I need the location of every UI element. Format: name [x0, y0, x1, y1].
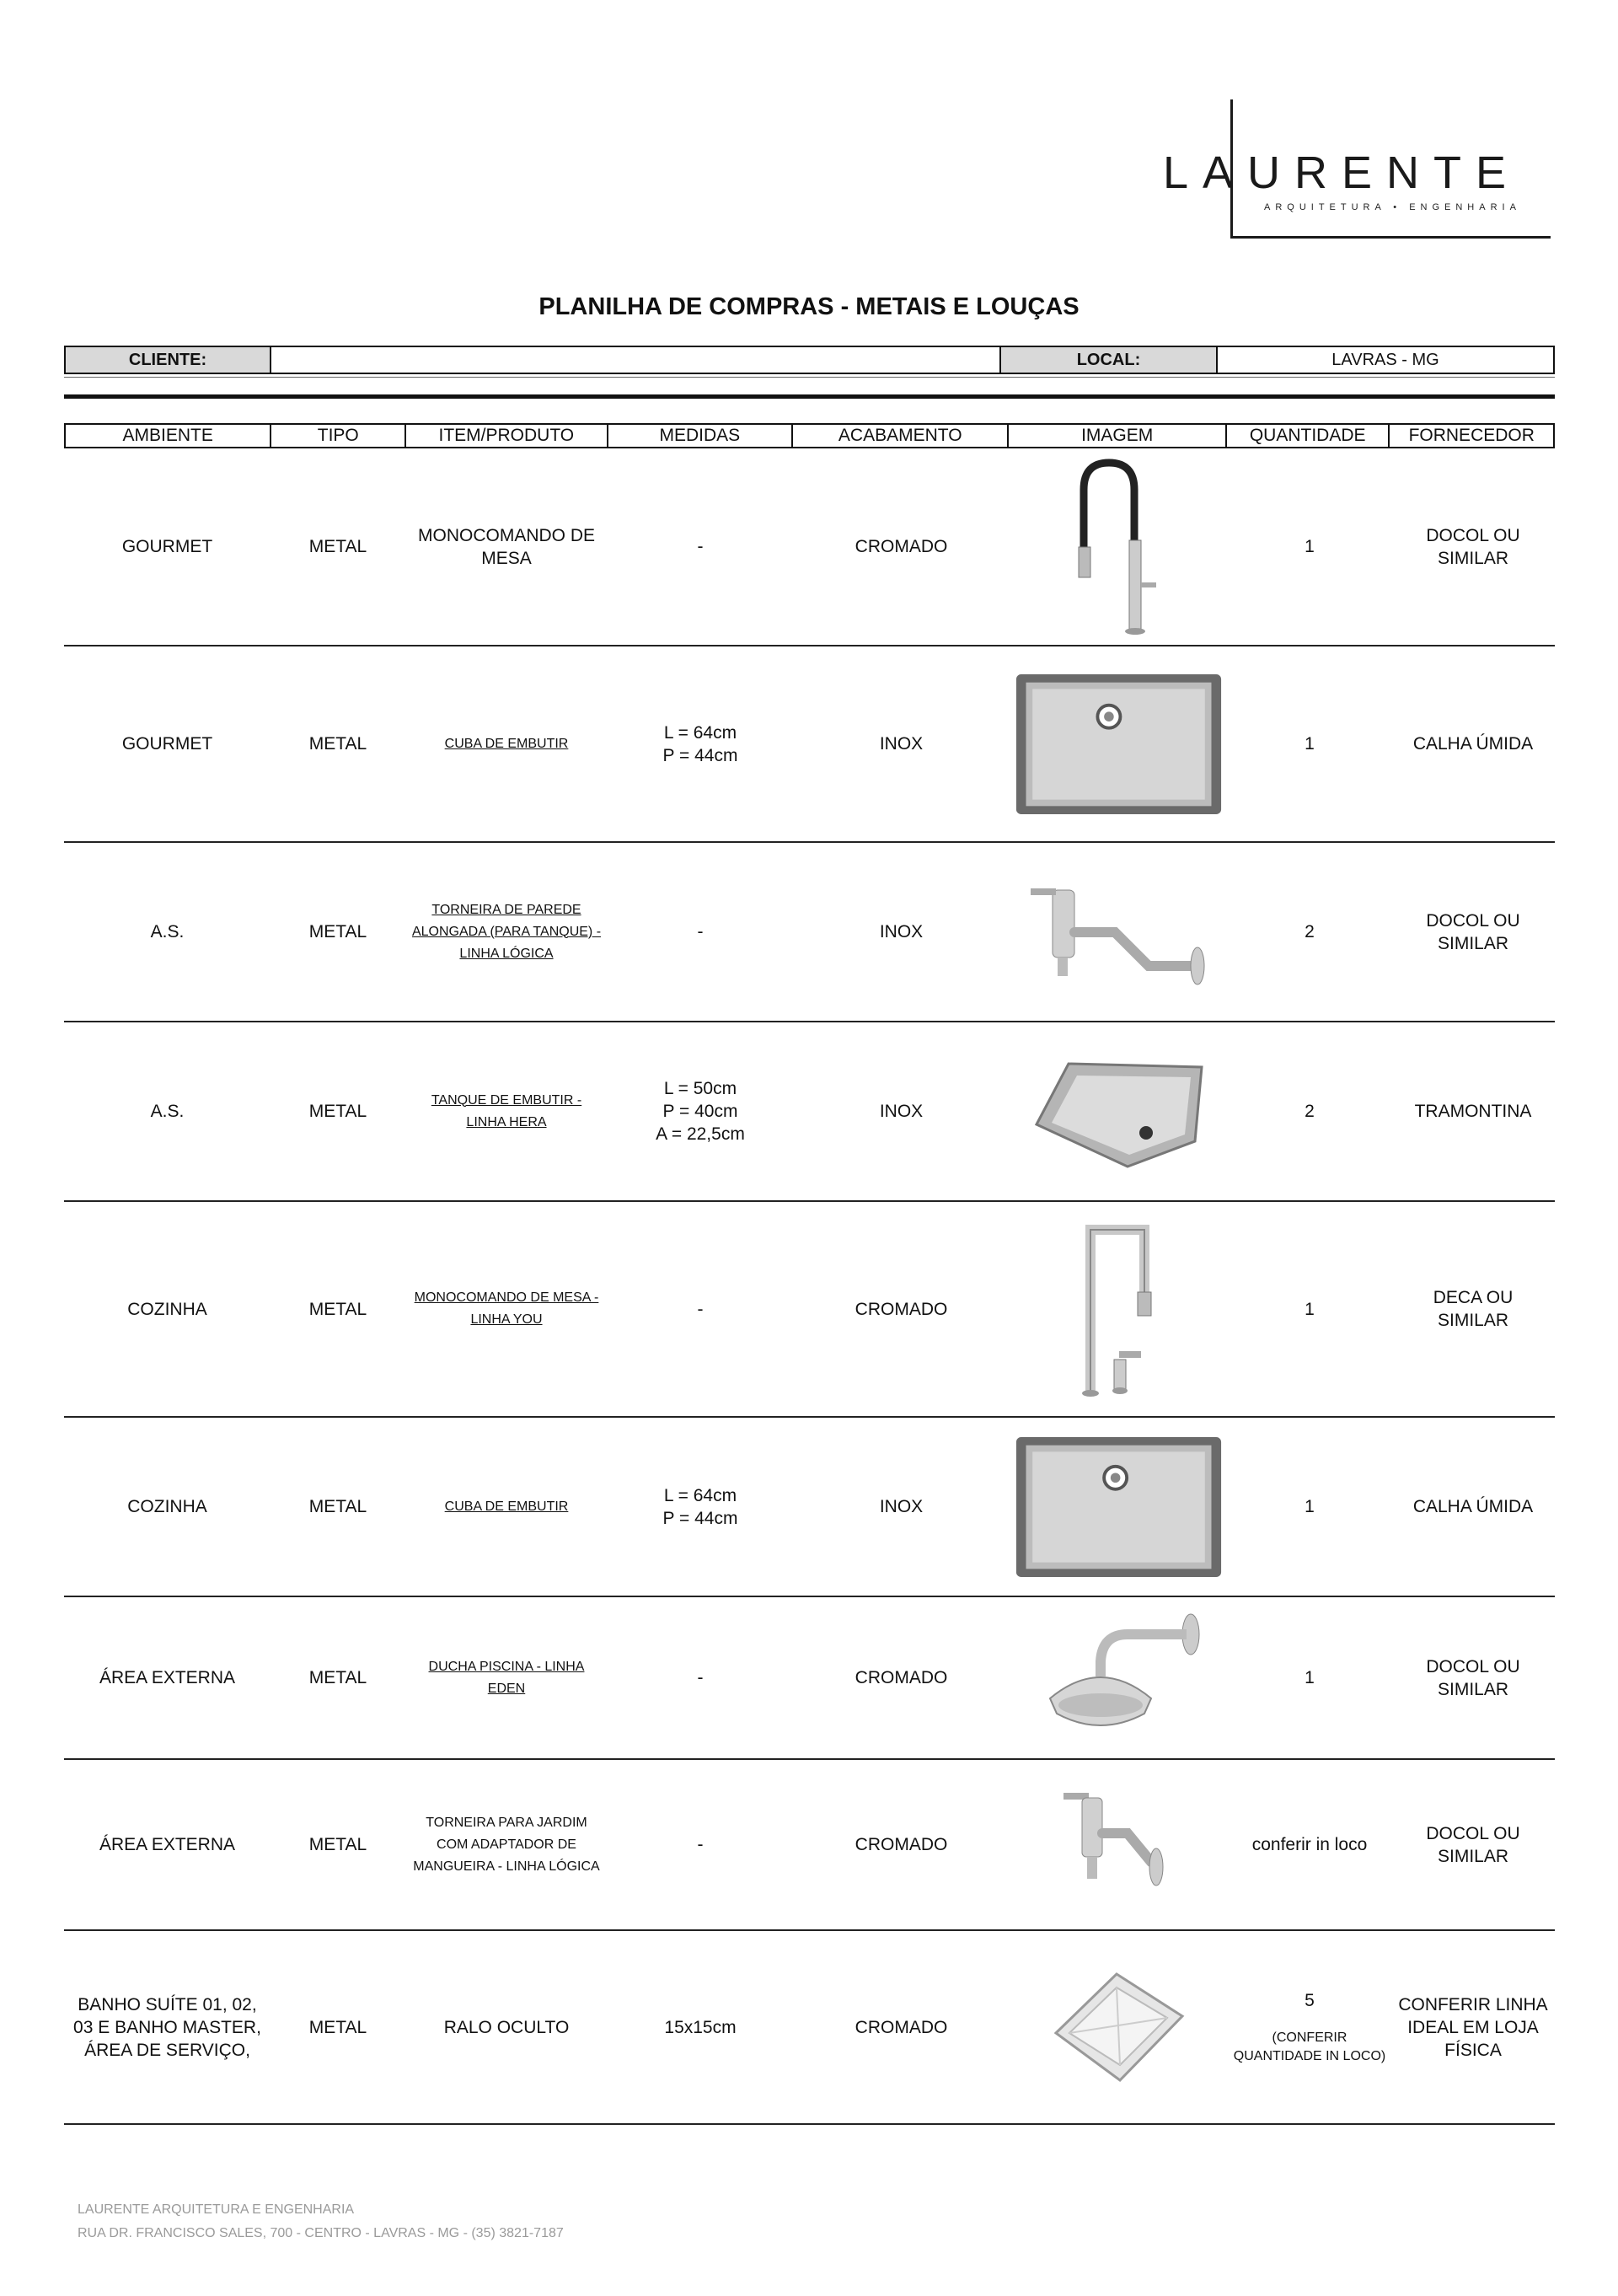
- table-header: [64, 423, 1555, 448]
- cell-medidas: L = 64cm P = 44cm: [662, 1485, 738, 1528]
- logo-horizontal-bar: [1230, 236, 1551, 239]
- cell-acabamento: INOX: [879, 922, 924, 941]
- cell-acabamento: INOX: [879, 1497, 924, 1516]
- cell-ambiente: GOURMET: [121, 734, 213, 754]
- table-row: [64, 1760, 1555, 1931]
- cell-tipo: METAL: [308, 1299, 367, 1319]
- item-link[interactable]: TANQUE DE EMBUTIR - LINHA HERA: [431, 1092, 582, 1129]
- cell-medidas: -: [697, 1835, 704, 1854]
- table-row: [64, 843, 1555, 1022]
- cell-quantidade: [1228, 1202, 1391, 1416]
- cell-imagem: [1010, 1931, 1228, 2123]
- quantity-value: 1: [1305, 1668, 1315, 1687]
- cell-ambiente: BANHO SUÍTE 01, 02, 03 E BANHO MASTER, ÁREA DE SERVIÇO,: [73, 1994, 261, 2060]
- cell-tipo: METAL: [308, 1835, 367, 1854]
- cell-imagem: [1010, 646, 1228, 841]
- cell-fornecedor: CALHA ÚMIDA: [1412, 734, 1534, 754]
- table-row: [64, 1418, 1555, 1597]
- cell-ambiente: COZINHA: [127, 1299, 207, 1319]
- cell-item[interactable]: [405, 1418, 608, 1596]
- cell-imagem: [1010, 1022, 1228, 1200]
- sink-icon: [1015, 668, 1223, 820]
- local-field[interactable]: LAVRAS - MG: [1216, 346, 1555, 374]
- shower-icon: [1035, 1611, 1203, 1746]
- cell-tipo: METAL: [308, 1668, 367, 1687]
- divider: [64, 377, 1555, 378]
- item-link[interactable]: DUCHA PISCINA - LINHA EDEN: [428, 1659, 585, 1696]
- cell-ambiente: COZINHA: [127, 1497, 207, 1516]
- page-title: PLANILHA DE COMPRAS - METAIS E LOUÇAS: [538, 293, 1080, 320]
- table-row: [64, 448, 1555, 646]
- column-header-tipo: TIPO: [271, 425, 406, 447]
- garden-tap-icon: [1060, 1786, 1178, 1904]
- cell-quantidade: [1228, 646, 1391, 841]
- cell-fornecedor: DOCOL OU SIMILAR: [1426, 910, 1520, 953]
- cell-fornecedor: DOCOL OU SIMILAR: [1426, 525, 1520, 568]
- mixer-faucet-icon: [1069, 456, 1170, 637]
- quantity-value: 1: [1305, 537, 1315, 556]
- cell-imagem: [1010, 1760, 1228, 1929]
- logo-tagline: ARQUITETURA • ENGENHARIA: [1264, 202, 1521, 212]
- cell-fornecedor: DOCOL OU SIMILAR: [1426, 1823, 1520, 1866]
- quantity-value: 2: [1305, 1102, 1315, 1121]
- item-link[interactable]: TORNEIRA DE PAREDE ALONGADA (PARA TANQUE) - LINHA LÓGICA: [411, 902, 602, 961]
- cell-imagem: [1010, 1597, 1228, 1758]
- quantity-value: 1: [1305, 734, 1315, 754]
- divider-thick: [64, 394, 1555, 399]
- column-header-item: ITEM/PRODUTO: [406, 425, 608, 447]
- cliente-label: CLIENTE:: [64, 346, 271, 374]
- cell-acabamento: CROMADO: [855, 1835, 948, 1854]
- cell-fornecedor: TRAMONTINA: [1414, 1102, 1532, 1121]
- cell-item[interactable]: [405, 1597, 608, 1758]
- cell-item[interactable]: [405, 1022, 608, 1200]
- cell-quantidade: [1228, 1418, 1391, 1596]
- cell-tipo: METAL: [308, 1102, 367, 1121]
- quantity-value: 1: [1305, 1497, 1315, 1516]
- table-row: [64, 1597, 1555, 1760]
- kitchen-faucet-icon: [1060, 1216, 1178, 1402]
- cell-imagem: [1010, 1202, 1228, 1416]
- quantity-value: conferir in loco: [1251, 1835, 1368, 1854]
- cell-acabamento: CROMADO: [855, 1668, 948, 1687]
- cell-quantidade: [1228, 1931, 1391, 2123]
- tank-icon: [1026, 1049, 1212, 1175]
- cell-medidas: L = 64cm P = 44cm: [662, 722, 738, 765]
- cell-tipo: METAL: [308, 537, 367, 556]
- cliente-field[interactable]: [270, 346, 1001, 374]
- cell-medidas: -: [697, 1299, 704, 1319]
- cell-item: TORNEIRA PARA JARDIM COM ADAPTADOR DE MANGUEIRA - LINHA LÓGICA: [413, 1815, 600, 1874]
- cell-acabamento: CROMADO: [855, 1299, 948, 1319]
- cell-ambiente: ÁREA EXTERNA: [99, 1835, 236, 1854]
- cell-quantidade: [1228, 1022, 1391, 1200]
- table-row: [64, 1931, 1555, 2125]
- footer-address: RUA DR. FRANCISCO SALES, 700 - CENTRO - LAVRAS - MG - (35) 3821-7187: [78, 2226, 564, 2240]
- item-link[interactable]: CUBA DE EMBUTIR: [444, 736, 569, 751]
- footer-company: LAURENTE ARQUITETURA E ENGENHARIA: [78, 2202, 355, 2217]
- cell-medidas: -: [697, 922, 704, 941]
- cell-fornecedor: CONFERIR LINHA IDEAL EM LOJA FÍSICA: [1398, 1994, 1548, 2060]
- cell-ambiente: A.S.: [150, 1102, 185, 1121]
- cell-ambiente: ÁREA EXTERNA: [99, 1668, 236, 1687]
- cell-tipo: METAL: [308, 922, 367, 941]
- quantity-value: 1: [1305, 1299, 1315, 1319]
- item-link[interactable]: MONOCOMANDO DE MESA - LINHA YOU: [414, 1290, 599, 1327]
- sink-icon: [1015, 1431, 1223, 1583]
- cell-item[interactable]: [405, 646, 608, 841]
- cell-quantidade: [1228, 843, 1391, 1021]
- cell-quantidade: [1228, 448, 1391, 645]
- cell-ambiente: A.S.: [150, 922, 185, 941]
- cell-acabamento: CROMADO: [855, 537, 948, 556]
- cell-quantidade: [1228, 1760, 1391, 1929]
- cell-medidas: -: [697, 537, 704, 556]
- cell-quantidade: [1228, 1597, 1391, 1758]
- column-header-medidas: MEDIDAS: [608, 425, 794, 447]
- cell-fornecedor: DOCOL OU SIMILAR: [1426, 1656, 1520, 1699]
- cell-tipo: METAL: [308, 2017, 367, 2037]
- cell-item: RALO OCULTO: [443, 2017, 570, 2037]
- cell-fornecedor: CALHA ÚMIDA: [1412, 1497, 1534, 1516]
- cell-imagem: [1010, 448, 1228, 645]
- cell-acabamento: INOX: [879, 1102, 924, 1121]
- cell-tipo: METAL: [308, 734, 367, 754]
- cell-medidas: -: [697, 1668, 704, 1687]
- quantity-value: 2: [1305, 922, 1315, 941]
- cell-item[interactable]: [405, 843, 608, 1021]
- column-header-acabamento: ACABAMENTO: [793, 425, 1009, 447]
- table-row: [64, 1202, 1555, 1418]
- cell-medidas: 15x15cm: [664, 2017, 737, 2037]
- local-label: LOCAL:: [999, 346, 1218, 374]
- table-row: [64, 646, 1555, 843]
- quantity-note: (CONFERIR QUANTIDADE IN LOCO): [1233, 2030, 1386, 2063]
- column-header-ambiente: AMBIENTE: [66, 425, 271, 447]
- footer: [78, 2198, 564, 2245]
- cell-fornecedor: DECA OU SIMILAR: [1433, 1288, 1514, 1330]
- cell-item: MONOCOMANDO DE MESA: [418, 525, 595, 568]
- cell-acabamento: INOX: [879, 734, 924, 754]
- cell-imagem: [1010, 843, 1228, 1021]
- wall-tap-icon: [1022, 873, 1216, 991]
- company-logo: [1163, 99, 1559, 239]
- cell-medidas: L = 50cm P = 40cm A = 22,5cm: [656, 1079, 745, 1144]
- table-row: [64, 1022, 1555, 1202]
- cell-tipo: METAL: [308, 1497, 367, 1516]
- quantity-value: 5: [1305, 1990, 1315, 2010]
- column-header-fornecedor: FORNECEDOR: [1408, 426, 1535, 445]
- cell-ambiente: GOURMET: [121, 537, 213, 556]
- drain-icon: [1047, 1964, 1191, 2090]
- cell-acabamento: CROMADO: [855, 2017, 948, 2037]
- logo-wordmark: LAURENTE: [1163, 148, 1521, 198]
- cell-item[interactable]: [405, 1202, 608, 1416]
- cell-imagem: [1010, 1418, 1228, 1596]
- column-header-quantidade: QUANTIDADE: [1227, 425, 1390, 447]
- item-link[interactable]: CUBA DE EMBUTIR: [444, 1499, 569, 1514]
- column-header-imagem: IMAGEM: [1009, 425, 1226, 447]
